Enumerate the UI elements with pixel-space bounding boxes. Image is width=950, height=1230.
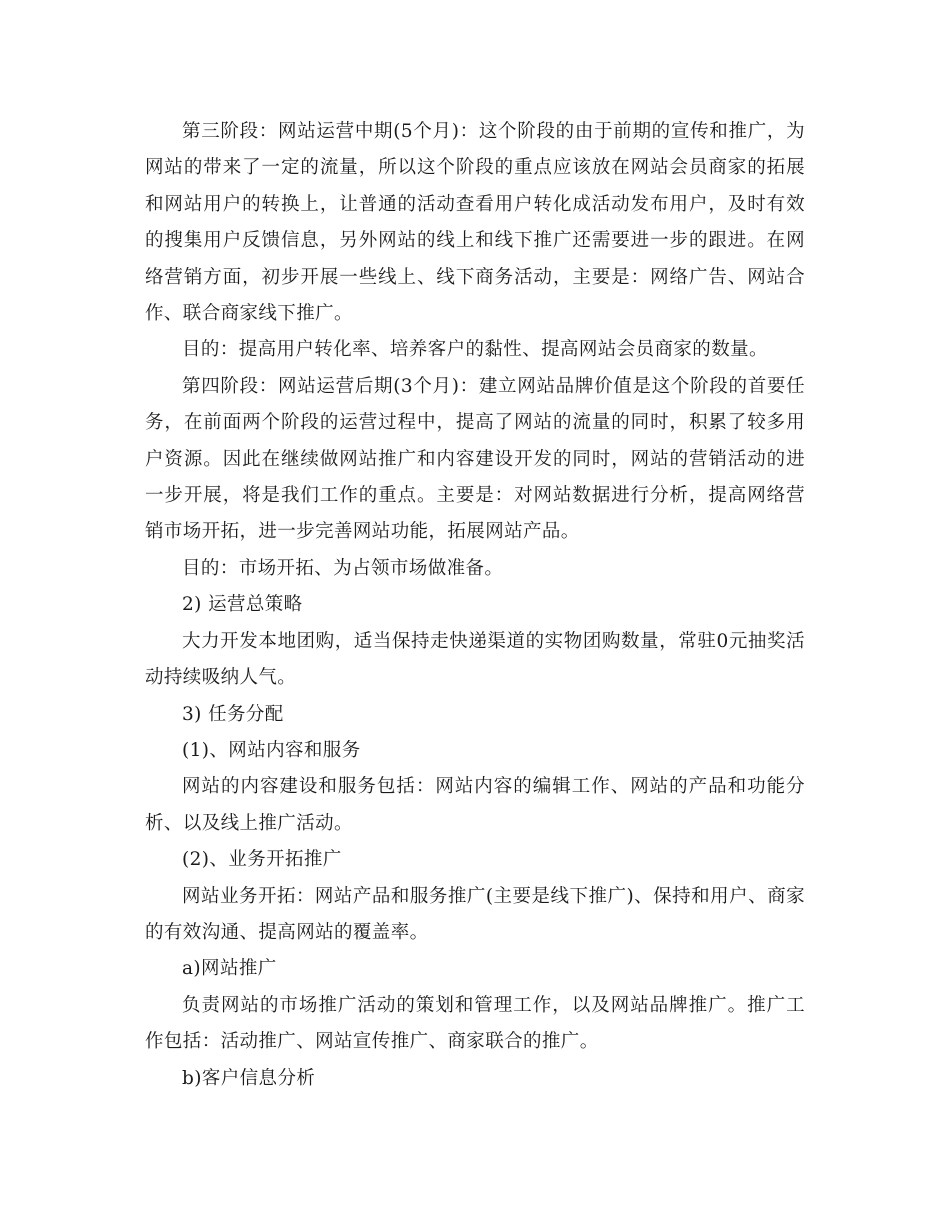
paragraph-goal-two: 目的：市场开拓、为占领市场做准备。 (182, 557, 504, 579)
heading-task-allocation: 3) 任务分配 (182, 703, 284, 725)
heading-business-expansion: (2)、业务开拓推广 (182, 849, 342, 871)
heading-customer-analysis: b)客户信息分析 (182, 1067, 316, 1089)
paragraph-stage-three: 第三阶段：网站运营中期(5个月)：这个阶段的由于前期的宣传和推广，为网站的带来了一定的流量，所以这个阶段的重点应该放在网站会员商家的拓展和网站用户的转换上，让普通的活动查看用户转化成活动发布用户，及时有效的搜集用户反馈信息，另外网站的线上和线下推广还需要进一步的跟进。在网络营销方面，初步开展一些线上、线下商务活动，主要是：网络广告、网站合作、联合商家线下推广。 (145, 121, 805, 325)
paragraph-business-expansion: 网站业务开拓：网站产品和服务推广(主要是线下推广)、保持和用户、商家的有效沟通、提高网站的覆盖率。 (145, 885, 805, 943)
paragraph-content-service: 网站的内容建设和服务包括：网站内容的编辑工作、网站的产品和功能分析、以及线上推广活动。 (145, 776, 805, 834)
heading-website-promotion: a)网站推广 (182, 958, 277, 980)
paragraph-goal-one: 目的：提高用户转化率、培养客户的黏性、提高网站会员商家的数量。 (182, 339, 768, 361)
heading-content-service: (1)、网站内容和服务 (182, 739, 361, 761)
paragraph-strategy: 大力开发本地团购，适当保持走快递渠道的实物团购数量，常驻0元抽奖活动持续吸纳人气。 (145, 630, 805, 689)
paragraph-website-promotion: 负责网站的市场推广活动的策划和管理工作，以及网站品牌推广。推广工作包括：活动推广、网站宣传推广、商家联合的推广。 (145, 994, 805, 1053)
document-body (145, 114, 805, 1097)
paragraph-stage-four: 第四阶段：网站运营后期(3个月)：建立网站品牌价值是这个阶段的首要任务，在前面两个阶段的运营过程中，提高了网站的流量的同时，积累了较多用户资源。因此在继续做网站推广和内容建设开发的同时，网站的营销活动的进一步开展，将是我们工作的重点。主要是：对网站数据进行分析，提高网络营销市场开拓，进一步完善网站功能，拓展网站产品。 (145, 375, 805, 543)
heading-overall-strategy: 2) 运营总策略 (182, 594, 303, 616)
